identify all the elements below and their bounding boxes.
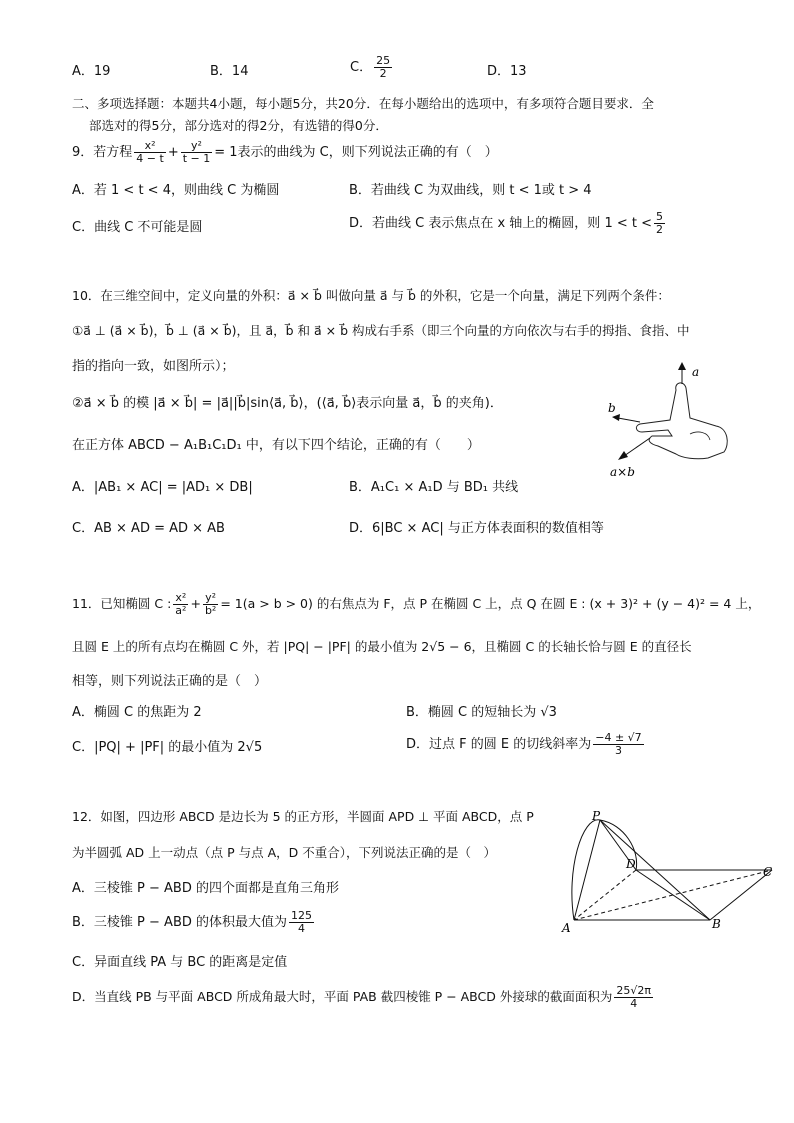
- q12-option-b-fraction: [289, 910, 314, 935]
- q8-c-denominator: 2: [379, 67, 387, 80]
- q11-option-b: B．椭圆 C 的短轴长为 √3: [406, 705, 557, 720]
- q8-option-d: D．13: [487, 64, 527, 79]
- q9-option-d-text: D．若曲线 C 表示焦点在 x 轴上的椭圆，则 1 < t <: [349, 216, 652, 231]
- vector-axb-arrowhead: [618, 451, 628, 460]
- q12-line1: 12．如图，四边形 ABCD 是边长为 5 的正方形，半圆面 APD ⊥ 平面 ABCD，点 P: [72, 809, 534, 824]
- q9-f2-denominator: t − 1: [182, 152, 211, 165]
- q11-line1-prefix: 11．已知椭圆 C :: [72, 596, 172, 611]
- q12-option-d-text: D．当直线 PB 与平面 ABCD 所成角最大时，平面 PAB 截四棱锥 P − ABCD 外接球的截面面积为: [72, 989, 613, 1004]
- diagonal-DB: [636, 870, 710, 920]
- section2-instruction-line2: 部选对的得5分，部分选对的得2分，有选错的得0分．: [89, 118, 388, 133]
- q12-option-d: [72, 985, 655, 1010]
- q11-option-d: [406, 732, 646, 757]
- q10-line3: 指的指向一致，如图所示）；: [72, 359, 235, 374]
- right-hand-rule-figure: [598, 360, 738, 482]
- edge-PA: [574, 820, 600, 920]
- q9-option-d-fraction: [654, 211, 665, 236]
- pyramid-figure: [560, 810, 782, 936]
- q9-d-numerator: 5: [656, 210, 663, 223]
- q10-line4: ②a⃗ × b⃗ 的模 |a⃗ × b⃗| = |a⃗||b⃗|sin⟨a⃗, b⃗⟩，(⟨a⃗, b⃗⟩表示向量 a⃗，b⃗ 的夹角)．: [72, 396, 503, 411]
- q10-option-c: C．AB × AD = AD × AB: [72, 521, 225, 536]
- q10-option-b: B．A₁C₁ × A₁D 与 BD₁ 共线: [349, 480, 519, 495]
- q11-f2-numerator: y²: [203, 592, 218, 605]
- q9-stem-suffix: = 1表示的曲线为 C，则下列说法正确的有（ ）: [214, 145, 498, 160]
- q9-stem: [72, 140, 498, 165]
- q8-c-numerator: 25: [376, 54, 391, 67]
- q12-option-a: A．三棱锥 P − ABD 的四个面都是直角三角形: [72, 881, 339, 896]
- q9-option-b: B．若曲线 C 为双曲线，则 t < 1或 t > 4: [349, 183, 592, 198]
- q12-d-denominator: 4: [630, 997, 638, 1010]
- q9-option-a: A．若 1 < t < 4，则曲线 C 为椭圆: [72, 183, 280, 198]
- q11-f2-denominator: b²: [204, 604, 217, 617]
- vector-axb-arrow: [624, 438, 650, 456]
- q11-d-denominator: 3: [614, 744, 622, 757]
- q11-line3: 相等，则下列说法正确的是（ ）: [72, 674, 268, 689]
- q10-option-d: D．6|BC × AC| 与正方体表面积的数值相等: [349, 521, 604, 536]
- q9-fraction-1: [134, 140, 166, 165]
- q11-line2: 且圆 E 上的所有点均在椭圆 C 外，若 |PQ| − |PF| 的最小值为 2√5 − 6，且椭圆 C 的长轴长恰与圆 E 的直径长: [72, 639, 692, 654]
- q9-f2-numerator: y²: [181, 140, 213, 153]
- vector-b-arrowhead: [612, 414, 620, 421]
- q10-line1: 10．在三维空间中，定义向量的外积：a⃗ × b⃗ 叫做向量 a⃗ 与 b⃗ 的外积，它是一个向量，满足下列两个条件：: [72, 288, 670, 303]
- q11-fraction-1: [173, 592, 188, 617]
- q8-option-b: B．14: [210, 64, 249, 79]
- q11-d-numerator: −4 ± √7: [595, 731, 642, 744]
- label-D: D: [626, 857, 636, 871]
- q11-fraction-2: [203, 592, 218, 617]
- q10-option-a: A．|AB₁ × AC| = |AD₁ × DB|: [72, 480, 253, 495]
- q11-option-d-fraction: [593, 732, 643, 757]
- q12-b-numerator: 125: [291, 909, 313, 922]
- q9-option-c: C．曲线 C 不可能是圆: [72, 220, 203, 235]
- q12-option-b-text: B．三棱锥 P − ABD 的体积最大值为: [72, 915, 288, 930]
- q11-line1: 11．已知椭圆 C : $\frac{\text{x²}}{\text{a²}}$ + $\frac{\text{y²}}{\text{b²}}$ = 1(a > b > 0) 的右焦点为 F，点 P 在椭圆 C 上，点 Q 在圆 E : (x + 3)² + (y − 4)² = 4 上，: [72, 591, 761, 617]
- q9-plus: +: [167, 145, 179, 160]
- q11-line1-suffix: = 1(a > b > 0) 的右焦点为 F，点 P 在椭圆 C 上，点 Q 在圆 E : (x + 3)² + (y − 4)² = 4 上，: [220, 596, 761, 611]
- hand-outline: [636, 383, 727, 459]
- vector-b-label: b: [608, 401, 616, 415]
- q12-option-b: [72, 910, 316, 935]
- q12-option-c: C．异面直线 PA 与 BC 的距离是定值: [72, 955, 288, 970]
- q12-line2: 为半圆弧 AD 上一动点（点 P 与点 A，D 不重合），下列说法正确的是（ ）: [72, 845, 496, 860]
- q12-d-numerator: 25√2π: [616, 984, 652, 997]
- q9-f1-denominator: 4 − t: [136, 152, 164, 165]
- section2-instruction-line1: 二、多项选择题：本题共4小题，每小题5分，共20分．在每小题给出的选项中，有多项符合题目要求．全: [72, 96, 654, 111]
- q9-d-denominator: 2: [656, 223, 663, 236]
- q10-line5: 在正方体 ABCD − A₁B₁C₁D₁ 中，有以下四个结论，正确的有（ ）: [72, 438, 480, 453]
- label-P: P: [592, 810, 601, 823]
- q12-b-denominator: 4: [298, 922, 306, 935]
- q8-option-c: [350, 55, 394, 80]
- q9-fraction-2: [181, 140, 213, 165]
- q9-stem-prefix: 9．若方程: [72, 145, 133, 160]
- q8-option-c-label: C．: [350, 60, 373, 75]
- q11-option-d-text: D．过点 F 的圆 E 的切线斜率为: [406, 737, 592, 752]
- q12-option-d-fraction: [614, 985, 653, 1010]
- q11-f1-denominator: a²: [175, 604, 187, 617]
- vector-axb-label: a×b: [610, 465, 635, 479]
- q11-option-a: A．椭圆 C 的焦距为 2: [72, 705, 202, 720]
- label-B: B: [712, 917, 721, 931]
- q8-option-a: A．19: [72, 64, 111, 79]
- vector-b-arrow: [618, 418, 640, 422]
- hand-crease: [690, 432, 710, 440]
- q10-line2: ①a⃗ ⊥ (a⃗ × b⃗)，b⃗ ⊥ (a⃗ × b⃗)，且 a⃗，b⃗ 和 a⃗ × b⃗ 构成右手系（即三个向量的方向依次与右手的拇指、食指、中: [72, 323, 690, 338]
- label-A: A: [562, 921, 571, 935]
- q9-f1-numerator: x²: [134, 140, 166, 153]
- q11-option-c: C．|PQ| + |PF| 的最小值为 2√5: [72, 740, 263, 755]
- q11-f1-numerator: x²: [173, 592, 188, 605]
- label-C: C: [763, 865, 773, 879]
- vector-a-label: a: [692, 365, 700, 379]
- q9-option-d: [349, 211, 667, 236]
- q8-option-c-fraction: [374, 55, 392, 80]
- vector-a-arrowhead: [678, 362, 686, 370]
